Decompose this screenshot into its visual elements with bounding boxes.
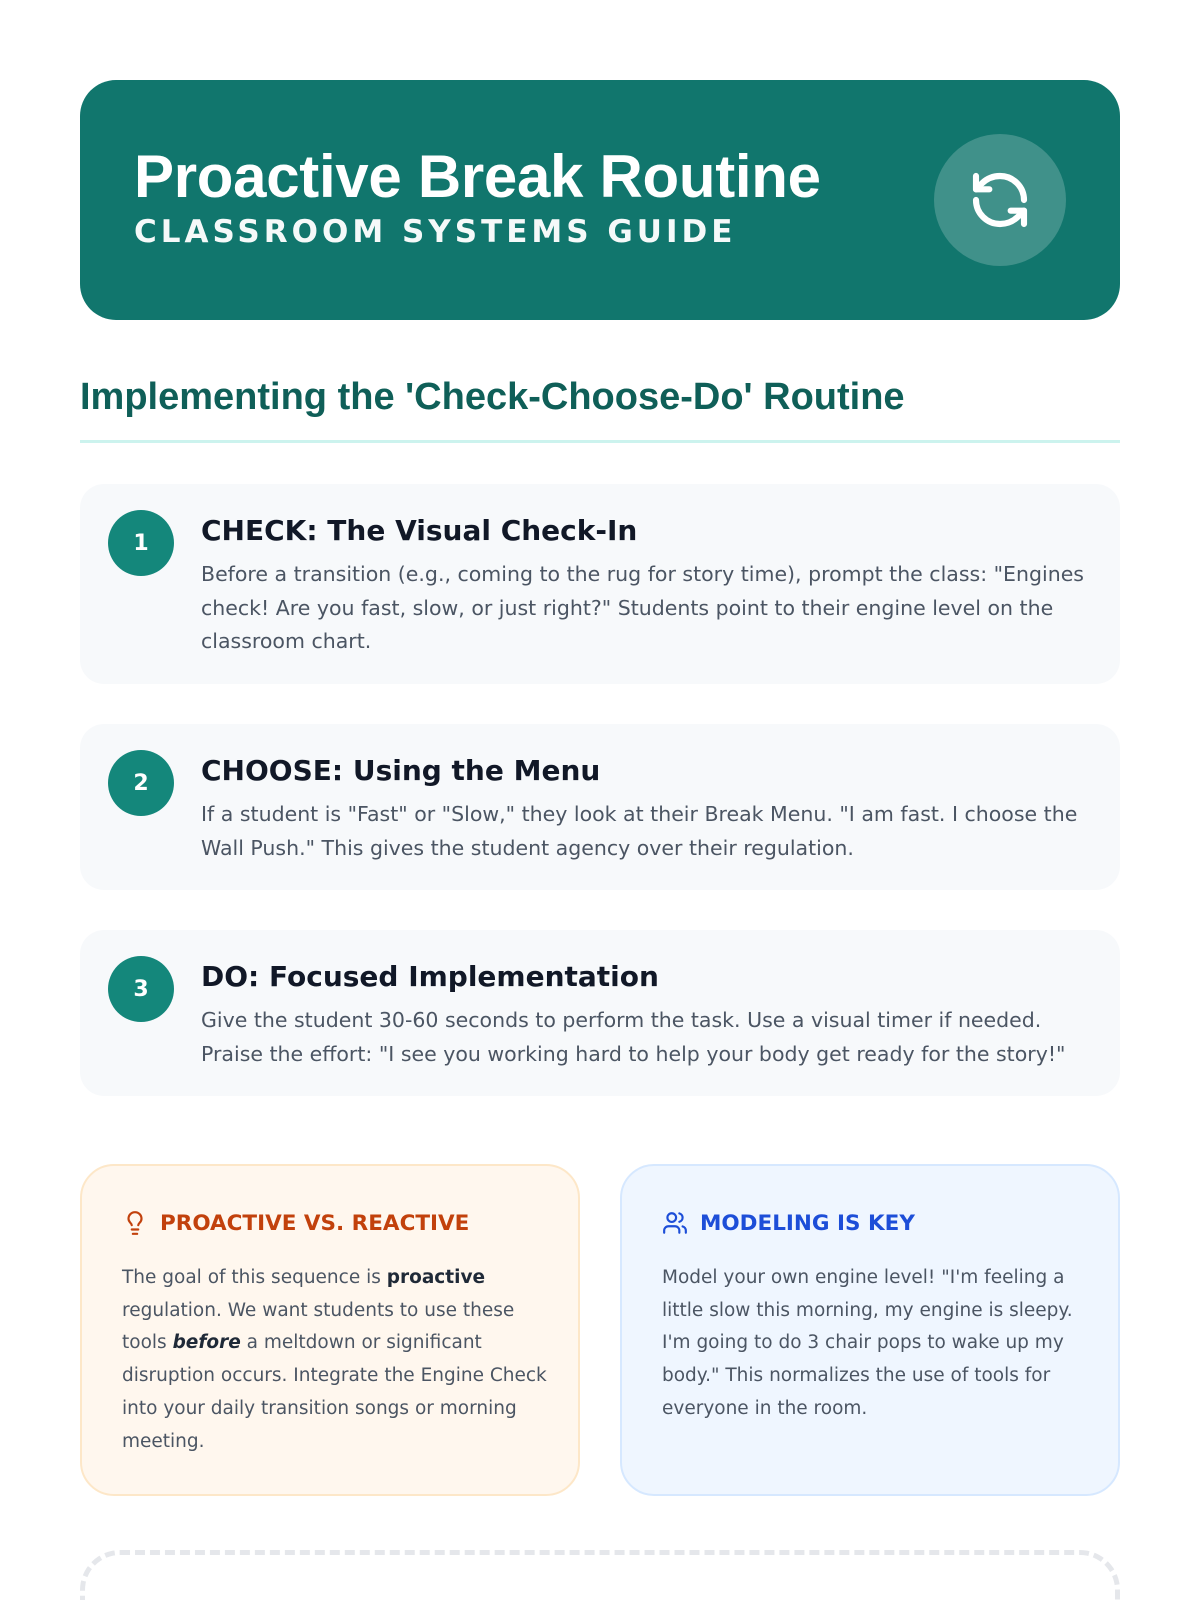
users-icon	[662, 1210, 688, 1236]
callout-header	[662, 1210, 915, 1236]
step-number-badge: 2	[108, 750, 174, 816]
refresh-icon	[968, 168, 1032, 232]
header-icon-badge	[934, 134, 1066, 266]
callout-body: Model your own engine level! "I'm feeling a little slow this morning, my engine is sleepy. I'm going to do 3 chair pops to wake up my body." This normalizes the use of tools for everyone in the room.	[662, 1267, 1073, 1419]
step-title: CHECK: The Visual Check-In	[201, 514, 638, 547]
page-title: Proactive Break Routine	[134, 143, 821, 210]
callout-title: MODELING IS KEY	[700, 1210, 915, 1236]
page-subtitle: CLASSROOM SYSTEMS GUIDE	[134, 214, 737, 250]
callout-proactive	[80, 1164, 580, 1496]
callout-header	[122, 1210, 469, 1236]
callout-text: The goal of this sequence is	[122, 1267, 387, 1288]
step-card-check	[80, 484, 1120, 684]
step-description: If a student is "Fast" or "Slow," they look at their Break Menu. "I am fast. I choose the Wall Push." This gives the student agency over their regulation.	[201, 802, 1078, 860]
step-number-badge: 3	[108, 956, 174, 1022]
lightbulb-icon	[122, 1210, 148, 1236]
header-banner	[80, 80, 1120, 320]
step-title: CHOOSE: Using the Menu	[201, 754, 601, 787]
step-title: DO: Focused Implementation	[201, 960, 659, 993]
step-card-do	[80, 930, 1120, 1096]
step-description: Give the student 30-60 seconds to perform the task. Use a visual timer if needed. Praise the effort: "I see you working hard to help your body get ready for the story!"	[201, 1008, 1066, 1066]
callout-text: regulation. We want students to use these tools	[122, 1299, 515, 1354]
step-number-badge: 1	[108, 510, 174, 576]
callout-text: a meltdown or significant disruption occurs. Integrate the Engine Check into your daily transition songs or morning meeting.	[122, 1332, 547, 1452]
section-title: Implementing the 'Check-Choose-Do' Routine	[80, 376, 905, 418]
step-card-choose	[80, 724, 1120, 890]
callout-modeling	[620, 1164, 1120, 1496]
callout-title: PROACTIVE VS. REACTIVE	[160, 1210, 470, 1236]
dashed-placeholder-box	[80, 1550, 1120, 1600]
step-description: Before a transition (e.g., coming to the rug for story time), prompt the class: "Engines check! Are you fast, slow, or just right?" Students point to their engine level on the classroom chart.	[201, 562, 1084, 653]
callout-body	[122, 1262, 547, 1458]
emphasis-bold: proactive	[386, 1267, 486, 1288]
emphasis-italic: before	[172, 1332, 241, 1354]
section-divider	[80, 440, 1120, 443]
